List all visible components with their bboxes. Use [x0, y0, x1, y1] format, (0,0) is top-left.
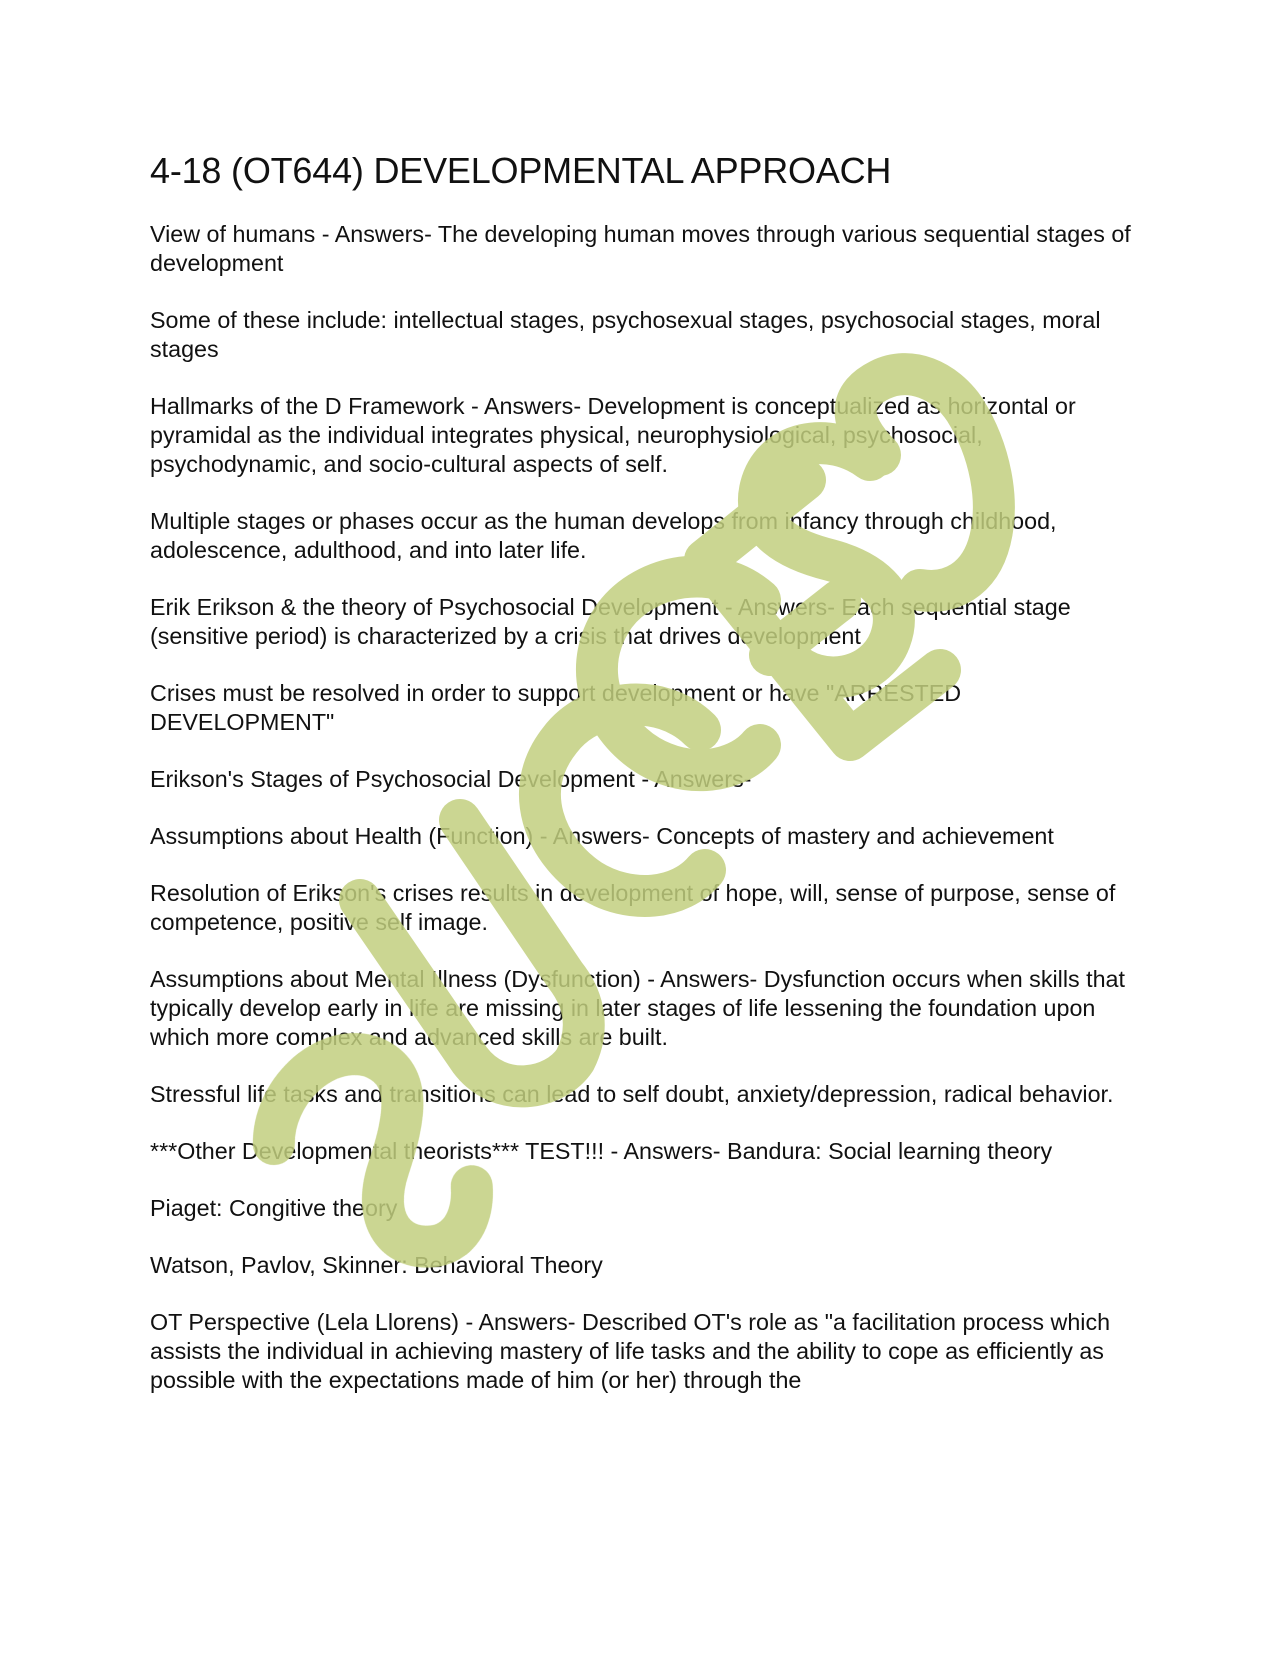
paragraph-ot-perspective: OT Perspective (Lela Llorens) - Answers- Described OT's role as "a facilitation process which assists the individual in achieving mastery of life tasks and the ability to cope as efficiently as possible with the expectations made of him (or her) through the — [150, 1309, 1111, 1393]
paragraph-erikson-stages: Erikson's Stages of Psychosocial Development - Answers- — [150, 766, 752, 792]
paragraph-crises: Crises must be resolved in order to support development or have "ARRESTED DEVELOPMENT" — [150, 680, 962, 735]
paragraph-behavioral: Watson, Pavlov, Skinner: Behavioral Theory — [150, 1252, 603, 1278]
paragraph-health-assumptions: Assumptions about Health (Function) - Answers- Concepts of mastery and achievement — [150, 823, 1054, 849]
document-title: 4-18 (OT644) DEVELOPMENTAL APPROACH — [150, 150, 892, 191]
paragraph-multiple-stages: Multiple stages or phases occur as the human develops from infancy through childhood, adolescence, adulthood, and into later life. — [150, 508, 1057, 563]
paragraph-illness-assumptions: Assumptions about Mental Illness (Dysfunction) - Answers- Dysfunction occurs when skills that typically develop early in life are missing in later stages of life lessening the foundation upon which more complex and advanced skills are built. — [150, 966, 1125, 1050]
document-body — [150, 148, 1140, 1423]
paragraph-piaget: Piaget: Congitive theory — [150, 1195, 398, 1221]
paragraph-erikson-theory: Erik Erikson & the theory of Psychosocial Development - Answers- Each sequential stage (sensitive period) is characterized by a crisis that drives development — [150, 594, 1071, 649]
paragraph-view-of-humans: View of humans - Answers- The developing human moves through various sequential stages of development — [150, 221, 1131, 276]
paragraph-hallmarks: Hallmarks of the D Framework - Answers- Development is conceptualized as horizontal or pyramidal as the individual integrates physical, neurophysiological, psychosocial, psychodynamic, and socio-cultural aspects of self. — [150, 393, 1076, 477]
paragraph-other-theorists: ***Other Developmental theorists*** TEST!!! - Answers- Bandura: Social learning theory — [150, 1138, 1053, 1164]
paragraph-stressful-tasks: Stressful life tasks and transitions can lead to self doubt, anxiety/depression, radical behavior. — [150, 1081, 1114, 1107]
paragraph-resolution: Resolution of Erikson's crises results in development of hope, will, sense of purpose, sense of competence, positive self image. — [150, 880, 1116, 935]
paragraph-stages-list: Some of these include: intellectual stages, psychosexual stages, psychosocial stages, moral stages — [150, 307, 1101, 362]
